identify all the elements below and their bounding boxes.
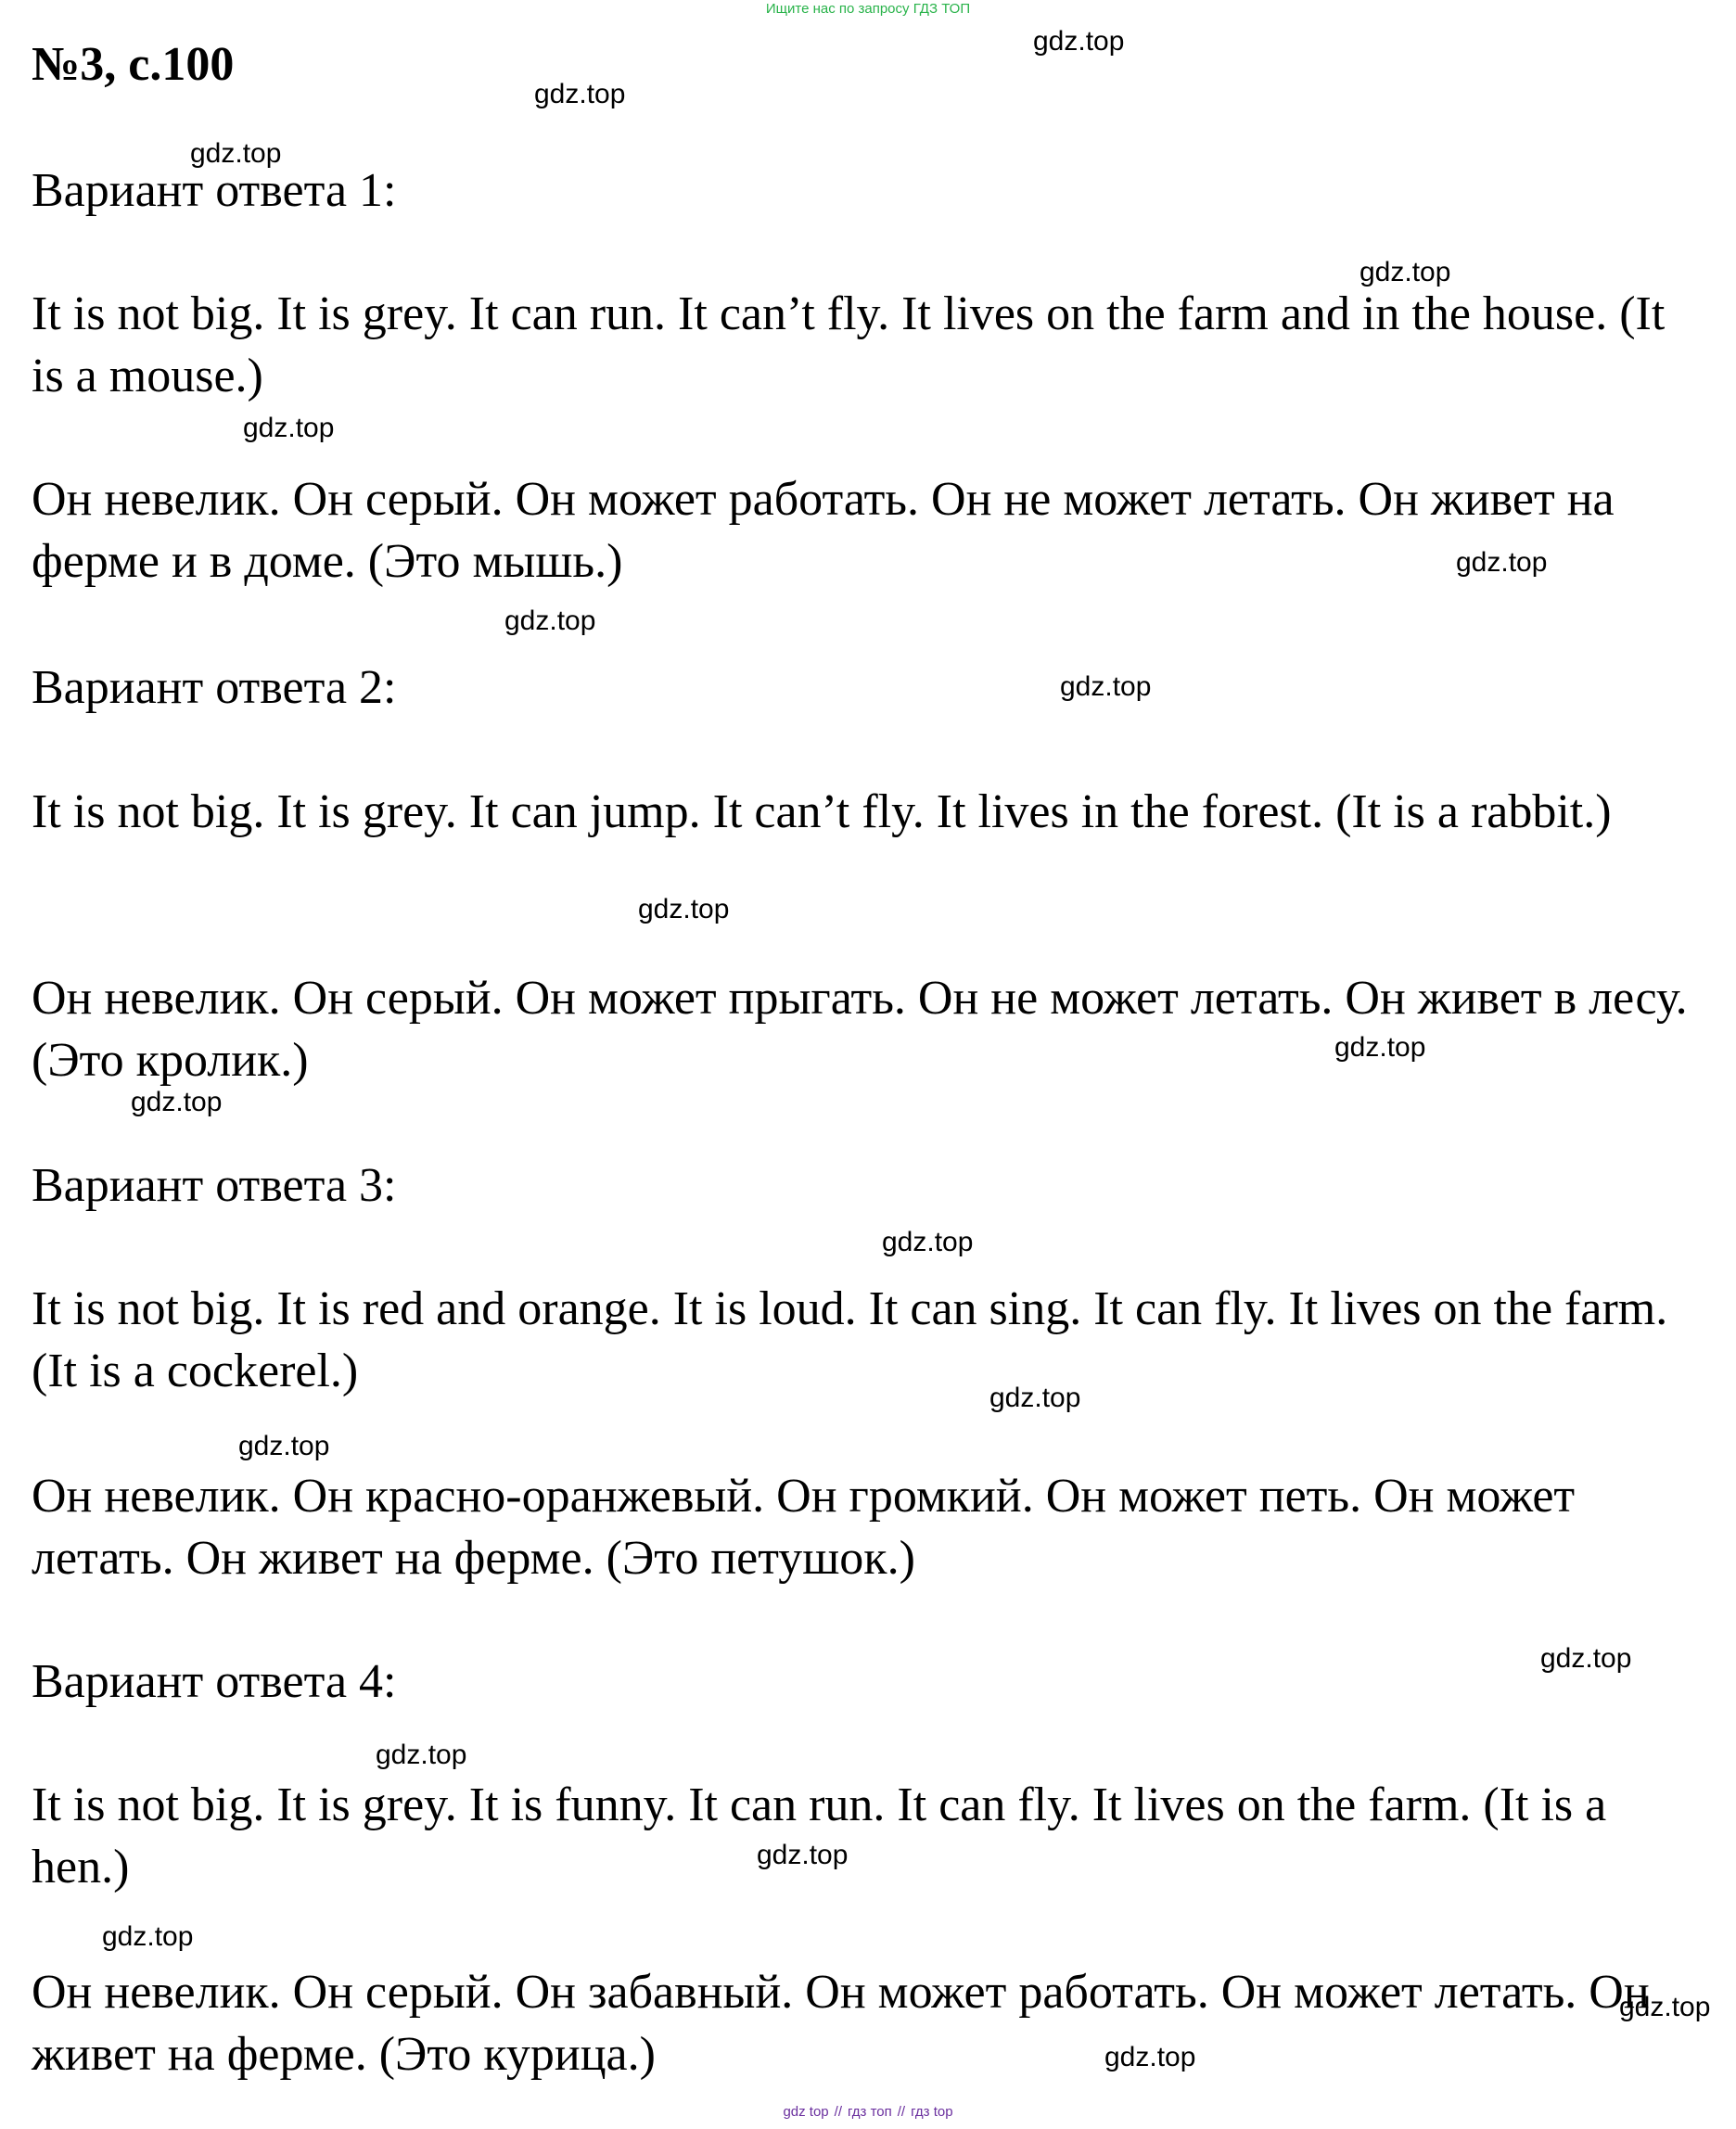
variant-4-heading: Вариант ответа 4: [32, 1655, 397, 1708]
watermark: gdz.top [638, 894, 730, 924]
top-banner[interactable]: Ищите нас по запросу ГДЗ ТОП [765, 1, 971, 17]
watermark: gdz.top [1033, 26, 1125, 57]
watermark: gdz.top [1540, 1643, 1632, 1674]
watermark: gdz.top [757, 1840, 849, 1870]
page-title: №3, с.100 [32, 38, 235, 91]
watermark: gdz.top [376, 1740, 467, 1770]
watermark: gdz.top [534, 79, 626, 109]
bottom-banner [0, 2103, 1736, 2122]
watermark: gdz.top [1359, 257, 1451, 287]
watermark: gdz.top [1334, 1032, 1426, 1063]
variant-1-english: It is not big. It is grey. It can run. It can’t fly. It lives on the farm and in the house. (It is a mouse.) [32, 287, 1666, 402]
separator: // [897, 2104, 906, 2120]
bottom-link[interactable]: гдз top [911, 2104, 953, 2120]
watermark: gdz.top [238, 1431, 330, 1461]
variant-3-english: It is not big. It is red and orange. It is loud. It can sing. It can fly. It lives on the farm. (It is a cockerel.) [32, 1282, 1668, 1397]
variant-1-heading: Вариант ответа 1: [32, 164, 397, 217]
watermark: gdz.top [1456, 547, 1548, 578]
watermark: gdz.top [504, 606, 596, 636]
watermark: gdz.top [1104, 2042, 1196, 2072]
watermark: gdz.top [1060, 671, 1152, 702]
bottom-link[interactable]: гдз топ [848, 2104, 892, 2120]
variant-2-russian: Он невелик. Он серый. Он может прыгать. Он не может летать. Он живет в лесу. (Это кролик.) [32, 972, 1688, 1087]
watermark: gdz.top [131, 1087, 223, 1117]
variant-2-heading: Вариант ответа 2: [32, 661, 397, 714]
variant-4-english: It is not big. It is grey. It is funny. It can run. It can fly. It lives on the farm. (It is a hen.) [32, 1778, 1607, 1893]
separator: // [834, 2104, 842, 2120]
variant-2-english: It is not big. It is grey. It can jump. It can’t fly. It lives in the forest. (It is a rabbit.) [32, 785, 1612, 838]
watermark: gdz.top [102, 1921, 194, 1952]
watermark: gdz.top [882, 1227, 974, 1257]
watermark: gdz.top [989, 1383, 1081, 1413]
variant-3-heading: Вариант ответа 3: [32, 1159, 397, 1212]
variant-4-russian: Он невелик. Он серый. Он забавный. Он может работать. Он может летать. Он живет на ферме. (Это курица.) [32, 1966, 1650, 2081]
bottom-link[interactable]: gdz top [783, 2104, 829, 2120]
variant-3-russian: Он невелик. Он красно-оранжевый. Он громкий. Он может петь. Он может летать. Он живет на ферме. (Это петушок.) [32, 1470, 1576, 1585]
watermark: gdz.top [243, 413, 335, 443]
watermark: gdz.top [1619, 1992, 1711, 2022]
watermark: gdz.top [190, 138, 282, 169]
variant-1-russian: Он невелик. Он серый. Он может работать. Он не может летать. Он живет на ферме и в доме. (Это мышь.) [32, 473, 1615, 588]
